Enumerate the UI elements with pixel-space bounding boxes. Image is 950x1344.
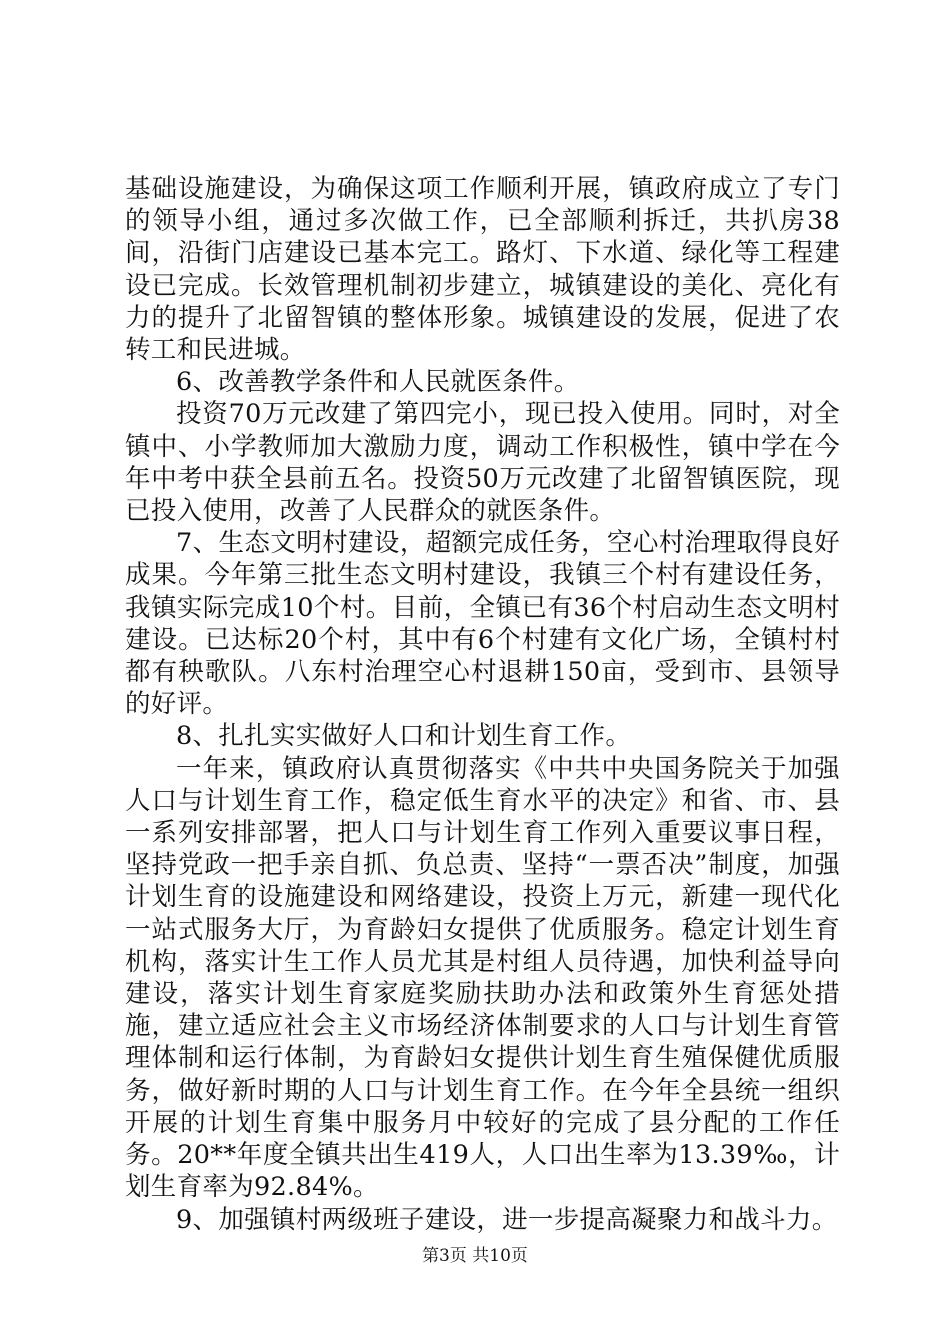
heading-education-medical: 6、改善教学条件和人民就医条件。 xyxy=(176,367,580,398)
paragraph-infrastructure-continued: 基础设施建设，为确保这项工作顺利开展，镇政府成立了专门的领导小组，通过多次做工作，已全部顺利拆迁，共扒房38间，沿街门店建设已基本完工。路灯、下水道、绿化等工程建设已完成。长效管理机制初步建立，城镇建设的美化、亮化有力的提升了北留智镇的整体形象。城镇建设的发展，促进了农转工和民进城。 xyxy=(125,174,840,366)
heading-team-building: 9、加强镇村两级班子建设，进一步提高凝聚力和战斗力。 xyxy=(176,1204,838,1235)
heading-family-planning: 8、扎扎实实做好人口和计划生育工作。 xyxy=(176,721,632,752)
paragraph-eco-village: 7、生态文明村建设，超额完成任务，空心村治理取得良好成果。今年第三批生态文明村建设，我镇三个村有建设任务，我镇实际完成10个村。目前，全镇已有36个村启动生态文明村建设。已达标20个村，其中有6个村建有文化广场，全镇村村都有秧歌队。八东村治理空心村退耕150亩，受到市、县领导的好评。 xyxy=(125,528,840,720)
document-body xyxy=(125,173,840,1236)
paragraph-education-medical: 投资70万元改建了第四完小，现已投入使用。同时，对全镇中、小学教师加大激励力度，调动工作积极性，镇中学在今年中考中获全县前五名。投资50万元改建了北留智镇医院，现已投入使用，改善了人民群众的就医条件。 xyxy=(125,399,840,527)
paragraph-family-planning: 一年来，镇政府认真贯彻落实《中共中央国务院关于加强人口与计划生育工作，稳定低生育水平的决定》和省、市、县一系列安排部署，把人口与计划生育工作列入重要议事日程，坚持党政一把手亲自抓、负总责、坚持“一票否决”制度，加强计划生育的设施建设和网络建设，投资上万元，新建一现代化一站式服务大厅，为育龄妇女提供了优质服务。稳定计划生育机构，落实计生工作人员尤其是村组人员待遇，加快利益导向建设，落实计划生育家庭奖励扶助办法和政策外生育惩处措施，建立适应社会主义市场经济体制要求的人口与计划生育管理体制和运行体制，为育龄妇女提供计划生育生殖保健优质服务，做好新时期的人口与计划生育工作。在今年全县统一组织开展的计划生育集中服务月中较好的完成了县分配的工作任务。20**年度全镇共出生419人，人口出生率为13.39‰，计划生育率为92.84%。 xyxy=(125,753,840,1203)
page-footer: 第3页 共10页 xyxy=(422,1246,528,1266)
